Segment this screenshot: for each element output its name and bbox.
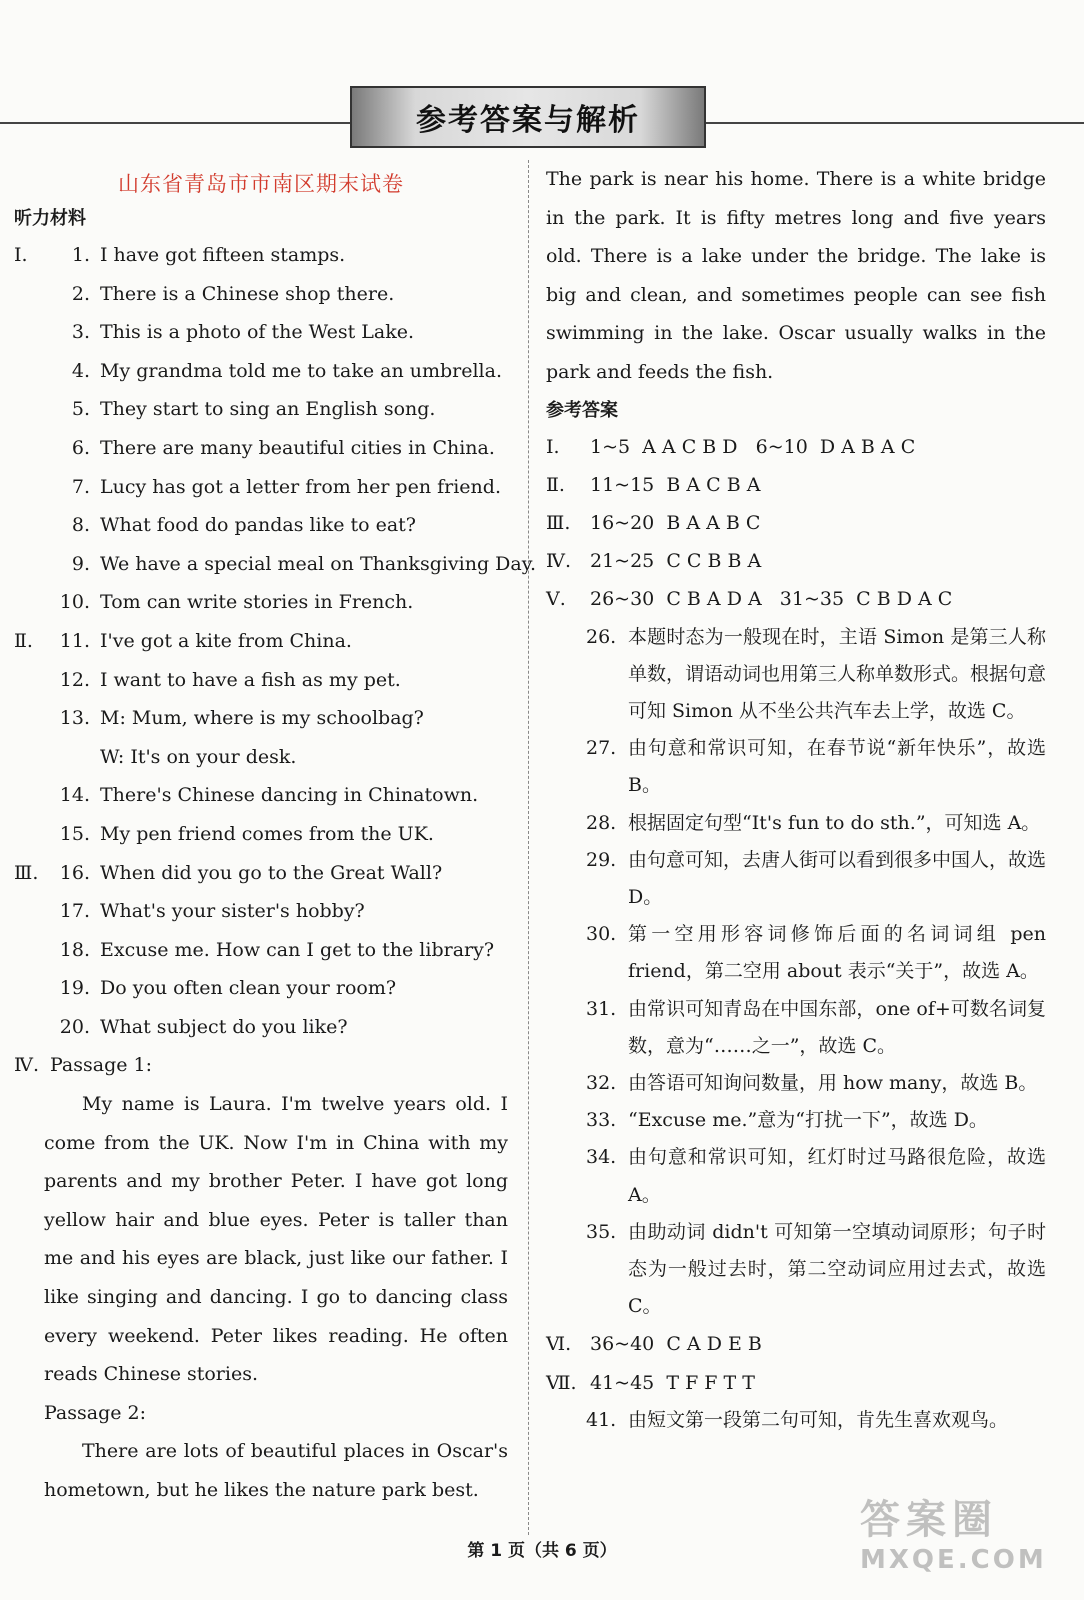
listening-heading: 听力材料 — [14, 208, 86, 229]
section-label: Ⅳ. — [546, 550, 572, 573]
listening-line — [14, 390, 508, 429]
passage-2-text-right: The park is near his home. There is a white bridge in the park. It is fifty metres long and five years old. There is a lake under the bridge. The lake is big and clean, and sometimes people can see fish swimming in the lake. Oscar usually walks in the park and feeds the fish. — [546, 168, 1046, 383]
explanation-number: 27. — [586, 737, 617, 760]
answer-line — [546, 1364, 1046, 1402]
item-number: 7. — [71, 475, 90, 498]
item-number: 11. — [59, 629, 90, 652]
answer-line — [546, 428, 1046, 466]
passage-1-text: My name is Laura. I'm twelve years old. I come from the UK. Now I'm in China with my parents and my brother Peter. I have got long yellow hair and blue eyes. Peter is taller than me and his eyes are black, just like our father. I like singing and dancing. I go to dancing class every weekend. Peter likes reading. He often reads Chinese stories. — [44, 1093, 508, 1386]
item-number: 14. — [59, 784, 90, 807]
explanation-item — [546, 730, 1046, 804]
passage-2-text-left: There are lots of beautiful places in Oscar's hometown, but he likes the nature park best. — [44, 1440, 508, 1501]
explanation-text: 由答语可知询问数量，用 how many，故选 B。 — [628, 1072, 1038, 1095]
item-number: 10. — [59, 591, 90, 614]
explanation-item — [546, 916, 1046, 990]
item-number: 12. — [59, 668, 90, 691]
item-number: 5. — [71, 398, 90, 421]
explanation-number: 32. — [586, 1072, 617, 1095]
item-number: 19. — [59, 977, 90, 1000]
explanation-item — [546, 1214, 1046, 1326]
explanation-number: 35. — [586, 1220, 617, 1243]
explanation-item — [546, 619, 1046, 731]
explanation-text: 第一空用形容词修饰后面的名词词组 pen friend，第二空用 about 表示“关于”，故选 A。 — [628, 923, 1046, 983]
item-text: There is a Chinese shop there. — [100, 282, 395, 305]
listening-line — [14, 236, 508, 275]
item-number: 20. — [59, 1015, 90, 1038]
listening-line — [14, 854, 508, 893]
item-text: M: Mum, where is my schoolbag? — [100, 707, 424, 730]
listening-line — [14, 545, 536, 584]
answer-line — [546, 504, 1046, 542]
listening-line — [14, 892, 508, 931]
explanation-text: 由短文第一段第二句可知，肯先生喜欢观鸟。 — [628, 1408, 1009, 1431]
listening-line — [14, 776, 508, 815]
explanation-item — [546, 991, 1046, 1065]
answer-key-list-2 — [546, 1325, 1046, 1401]
item-number: 1. — [71, 244, 90, 266]
page-footer: 第 1 页（共 6 页） — [467, 1541, 617, 1561]
page-title: 参考答案与解析 — [350, 86, 706, 148]
watermark-logo — [860, 1488, 1070, 1588]
listening-line — [14, 699, 508, 738]
answer-text: 1~5 A A C B D 6~10 D A B A C — [590, 435, 916, 458]
explanation-number: 41. — [586, 1408, 617, 1431]
listening-line — [14, 468, 508, 507]
listening-line — [14, 429, 508, 468]
explanation-number: 30. — [586, 923, 617, 946]
answer-line — [546, 542, 1046, 580]
section-label: Ⅰ. — [14, 244, 28, 266]
explanation-item — [546, 805, 1046, 842]
item-text: What food do pandas like to eat? — [100, 514, 416, 537]
item-text: There's Chinese dancing in Chinatown. — [100, 784, 479, 807]
item-number: 6. — [71, 436, 90, 459]
section-label: Ⅱ. — [14, 629, 33, 652]
listening-line — [14, 931, 508, 970]
item-number: 13. — [59, 707, 90, 730]
item-number: 3. — [71, 321, 90, 344]
item-number: 18. — [59, 938, 90, 961]
answer-text: 36~40 C A D E B — [590, 1333, 762, 1356]
explanation-number: 29. — [586, 848, 617, 871]
passage-label: Passage 1: — [50, 1054, 153, 1077]
explanation-number: 33. — [586, 1109, 617, 1132]
answer-line — [546, 580, 1046, 618]
listening-line — [14, 738, 508, 777]
explanation-item — [546, 842, 1046, 916]
item-text: My grandma told me to take an umbrella. — [100, 359, 502, 382]
column-divider — [528, 160, 529, 1535]
answer-line — [546, 1325, 1046, 1363]
item-text: I've got a kite from China. — [100, 629, 352, 652]
item-number: 8. — [71, 514, 90, 537]
item-text: My pen friend comes from the UK. — [100, 822, 434, 845]
explanation-text: 由助动词 didn't 可知第一空填动词原形；句子时态为一般过去时，第二空动词应用过去式，故选 C。 — [628, 1220, 1046, 1318]
explanation-item — [546, 1102, 1046, 1139]
explanation-text: 由句意可知，去唐人街可以看到很多中国人，故选 D。 — [628, 848, 1047, 908]
item-number: 9. — [71, 552, 90, 575]
item-number: 15. — [59, 822, 90, 845]
listening-line — [14, 661, 508, 700]
answer-text: 11~15 B A C B A — [590, 473, 761, 496]
item-text: What subject do you like? — [100, 1015, 348, 1038]
item-text: This is a photo of the West Lake. — [100, 321, 415, 344]
listening-line — [14, 352, 508, 391]
answer-key-list — [546, 428, 1046, 619]
listening-line — [14, 815, 508, 854]
explanation-item — [546, 1402, 1046, 1439]
listening-line — [14, 622, 508, 661]
section-label: Ⅳ. — [14, 1054, 40, 1077]
answer-text: 16~20 B A A B C — [590, 511, 761, 534]
item-text: They start to sing an English song. — [100, 398, 436, 421]
section-label: Ⅱ. — [546, 473, 565, 496]
item-number: 16. — [59, 861, 90, 884]
listening-line — [14, 506, 508, 545]
item-number: 2. — [71, 282, 90, 305]
section-4-passage1-label — [14, 1046, 508, 1085]
item-text: I want to have a fish as my pet. — [100, 668, 401, 691]
left-column — [14, 160, 536, 1510]
section-label: Ⅲ. — [14, 861, 39, 884]
item-text: Tom can write stories in French. — [100, 591, 414, 614]
answer-text: 41~45 T F F T T — [590, 1371, 755, 1394]
section-label: Ⅴ. — [546, 588, 566, 611]
exam-title: 山东省青岛市市南区期末试卷 — [118, 172, 404, 196]
watermark-line2: MXQE.COM — [860, 1545, 1047, 1575]
listening-line — [14, 969, 508, 1008]
item-text: Excuse me. How can I get to the library? — [100, 938, 495, 961]
explanation-list — [546, 619, 1046, 1326]
item-number: 4. — [71, 359, 90, 382]
section-label: Ⅵ. — [546, 1333, 572, 1356]
listening-line — [14, 1008, 508, 1047]
explanation-text: 本题时态为一般现在时，主语 Simon 是第三人称单数，谓语动词也用第三人称单数形式。根据句意可知 Simon 从不坐公共汽车去上学，故选 C。 — [628, 625, 1047, 722]
item-text: Lucy has got a letter from her pen friend. — [100, 475, 501, 498]
listening-line — [14, 275, 508, 314]
explanation-text: 由常识可知青岛在中国东部，one of+可数名词复数，意为“……之一”，故选 C。 — [628, 997, 1046, 1057]
listening-sections — [14, 236, 536, 1046]
item-text: What's your sister's hobby? — [100, 900, 365, 923]
item-text: I have got fifteen stamps. — [100, 244, 346, 266]
item-text: We have a special meal on Thanksgiving Day. — [100, 552, 536, 575]
explanation-number: 31. — [586, 997, 617, 1020]
item-text: Do you often clean your room? — [100, 977, 397, 1000]
explanation-number: 28. — [586, 811, 617, 834]
item-number: 17. — [59, 900, 90, 923]
answer-text: 21~25 C C B B A — [590, 550, 762, 573]
explanation-number: 26. — [586, 625, 617, 648]
explanation-text: 根据固定句型“It's fun to do sth.”，可知选 A。 — [628, 811, 1041, 834]
section-label: Ⅰ. — [546, 435, 560, 458]
passage-2-label: Passage 2: — [44, 1401, 147, 1424]
listening-line — [14, 313, 508, 352]
explanation-number: 34. — [586, 1146, 617, 1169]
explanation-item — [546, 1139, 1046, 1213]
watermark-line1: 答案圈 — [860, 1497, 998, 1543]
section-label: Ⅶ. — [546, 1371, 577, 1394]
item-text: There are many beautiful cities in China. — [100, 436, 495, 459]
answer-text: 26~30 C B A D A 31~35 C B D A C — [590, 588, 953, 611]
explanation-text: “Excuse me.”意为“打扰一下”，故选 D。 — [628, 1109, 988, 1132]
item-text: When did you go to the Great Wall? — [100, 861, 443, 884]
answer-line — [546, 466, 1046, 504]
listening-line — [14, 583, 508, 622]
explanation-item — [546, 1065, 1046, 1102]
explanation-text: 由句意和常识可知，在春节说“新年快乐”，故选 B。 — [628, 737, 1046, 797]
explanation-text: 由句意和常识可知，红灯时过马路很危险，故选 A。 — [628, 1146, 1046, 1206]
answers-heading: 参考答案 — [546, 399, 618, 421]
item-text: W: It's on your desk. — [100, 745, 297, 768]
right-column — [546, 160, 1046, 1439]
section-label: Ⅲ. — [546, 511, 571, 534]
